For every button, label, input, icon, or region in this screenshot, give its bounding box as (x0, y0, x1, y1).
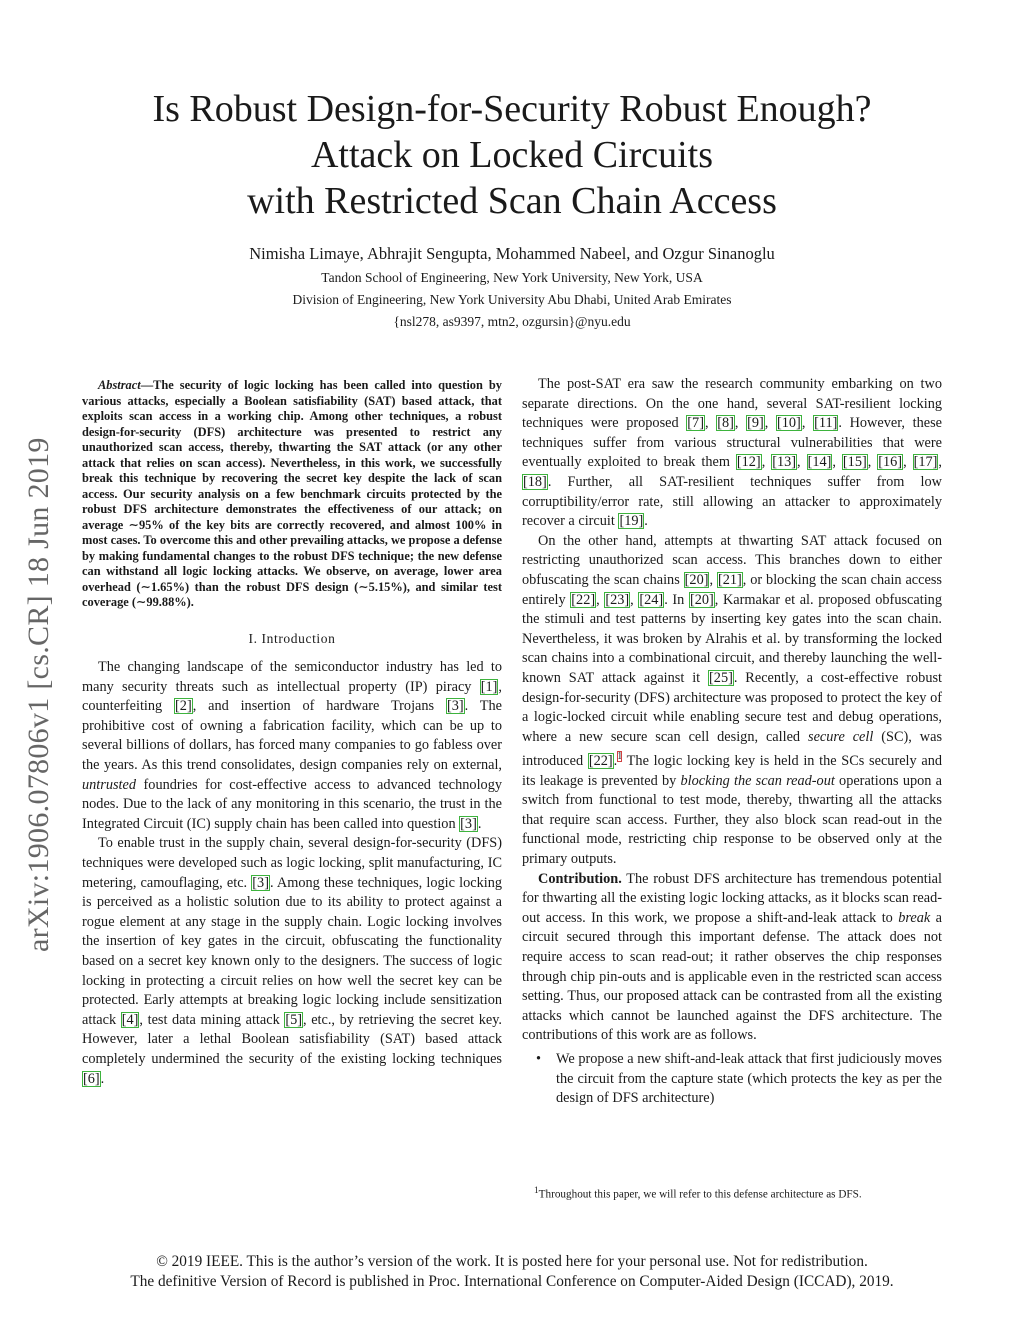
citation-link[interactable]: [8] (717, 415, 734, 432)
citation-link[interactable]: [21] (717, 571, 742, 588)
citation-link[interactable]: [18] (523, 473, 547, 490)
citation-link[interactable]: [15] (842, 454, 867, 471)
right-paragraph-1: The post-SAT era saw the research community embarking on two separate directions. On the one hand, several SAT-resilient locking techniques were proposed [7], [8], [9], [10], [11]. However, these techniques suffer from various structural vulnerabilities that were eventually exploited to break them [12], [13], [14], [15], [16], [17], [18]. Further, all SAT-resilient techniques suffer from low corruptibility/error rate, still allowing an attacker to approximately recover a circuit [19]. (522, 376, 943, 530)
contribution-paragraph: Contribution. The robust DFS architecture has tremendous potential for thwarting all the existing logic locking attacks, as it blocks scan read-out access. In this work, we propose a shift-and-leak attack to break a circuit secured through this important defense. The attack does not require access to scan read-out; it rather observes the chip responses through chip pin-outs and is applicable even in the restricted scan access setting. Thus, our proposed attack can be contrasted from all the existing attacks which cannot be launched against the DFS architecture. The contributions of this work are as follows. (522, 870, 942, 1044)
intro-paragraph-2: To enable trust in the supply chain, several design-for-security (DFS) techniques were developed such as logic locking, split manufacturing, IC metering, camouflaging, etc. [3]. Among these techniques, logic locking is perceived as a holistic solution due to its ability to protect against a rogue element at any stage in the supply chain. Logic locking involves the insertion of key gates in the circuit, obfuscating the functionality based on a secret key known only to the designers. The success of logic locking in protecting a circuit relies on how well the secret key can be protected. Early attempts at breaking logic locking include sensitization attack [4], test data mining attack [5], etc., by retrieving the secret key. However, later a lethal Boolean satisfiability (SAT) based attack completely undermined the security of the existing locking techniques [6]. (82, 835, 503, 1087)
title-line-1: Is Robust Design-for-Security Robust Enough? (152, 88, 872, 130)
abstract-label: Abstract (98, 378, 141, 392)
author-list: Nimisha Limaye, Abhrajit Sengupta, Mohammed Nabeel, and Ozgur Sinanoglu (249, 244, 775, 263)
section-heading-introduction: I. Introduction (248, 630, 336, 646)
citation-link[interactable]: [17] (913, 454, 938, 471)
abstract-text: —The security of logic locking has been called into question by various attacks, especially a Boolean satisfiability (SAT) based attack, that exploits scan access in a working chip. Among other techniques, a robust design-for-security (DFS) architecture was presented to restrict any unauthorized scan access, thereby, thwarting the SAT attack (or any other attack that relies on scan access). Nevertheless, in this work, we successfully break this technique by recovering the secret key despite the lack of scan access. Our security analysis on a few benchmark circuits protected by the robust DFS architecture demonstrates the effectiveness of our attack; on average ∼95% of the key bits are correctly recovered, and almost 100% in most cases. To overcome this and other prevailing attacks, we propose a defense by making fundamental changes to the robust DFS technique; the new defense can withstand all logic locking attacks. We observe, on average, lower area overhead (∼1.65%) than the robust DFS design (∼5.15%), and similar test coverage (∼99.88%). (82, 378, 502, 609)
author-emails: {nsl278, as9397, mtn2, ozgursin}@nyu.edu (393, 314, 631, 329)
contribution-label: Contribution. (538, 870, 622, 887)
citation-link[interactable]: [25] (709, 669, 733, 686)
citation-link[interactable]: [3] (252, 874, 269, 891)
citation-link[interactable]: [20] (689, 591, 714, 608)
intro-paragraph-1: The changing landscape of the semiconductor industry has led to many security threats such as intellectual property (IP) piracy [1], counterfeiting [2], and insertion of hardware Trojans [3]. The prohibitive cost of owning a fabrication facility, which can be up to several billions of dollars, has forced many companies to go fabless over the years. As this trend consolidates, design companies rely on external, untrusted foundries for cost-effective access to advanced technology nodes. Due to the lack of any monitoring in this scenario, the trust in the Integrated Circuit (IC) supply chain has been called into question [3]. (82, 659, 503, 832)
citation-link[interactable]: [9] (747, 415, 764, 432)
list-item: • We propose a new shift-and-leak attack that first judiciously moves the circuit from the capture state (which protects the key as per the design of DFS architecture) (556, 1050, 942, 1109)
citation-link[interactable]: [19] (619, 513, 644, 530)
left-column (82, 378, 502, 1089)
paper-title (0, 86, 1024, 224)
citation-link[interactable]: [24] (639, 591, 664, 608)
citation-link[interactable]: [14] (807, 454, 832, 471)
citation-link[interactable]: [6] (83, 1070, 100, 1087)
right-paragraph-2: On the other hand, attempts at thwarting SAT attack focused on restricting unauthorized scan access. This branches down to either obfuscating the scan chains [20], [21], or blocking the scan chain access entirely [22], [23], [24]. In [20], Karmakar et al. proposed obfuscating the stimuli and test patterns by inserting key gates into the scan chain. Nevertheless, it was broken by Alrahis et al. by transforming the locked scan chains into a combinational circuit, and thereby launching the well-known SAT attack against it [25]. Recently, a cost-effective robust design-for-security (DFS) architecture was proposed to protect the key of a logic-locked circuit while enabling secure test and debug operations, where a new secure scan cell design, called secure cell (SC), was introduced [22].$^1$ The logic locking key is held in the SCs securely and its leakage is prevented by blocking the scan read-out operations upon a switch from functional to test mode, thereby, thwarting all the attacks that require scan access. Further, they also block scan read-out in the functional mode, restricting chip response to be observed only at the primary outputs. (522, 532, 943, 868)
right-column (522, 375, 942, 1109)
affiliation-nyu: Tandon School of Engineering, New York University, New York, USA (321, 270, 703, 285)
citation-link[interactable]: [5] (285, 1011, 303, 1028)
citation-link[interactable]: [7] (687, 415, 704, 432)
footnote-link[interactable]: 1 (617, 751, 623, 763)
abstract (82, 378, 502, 611)
copyright-line-1: © 2019 IEEE. This is the author’s version of the work. It is posted here for your personal use. Not for redistribution. (156, 1253, 868, 1270)
citation-link[interactable]: [16] (878, 454, 903, 471)
affiliation-nyuad: Division of Engineering, New York University Abu Dhabi, United Arab Emirates (292, 292, 732, 307)
copyright-line-2: The definitive Version of Record is published in Proc. International Conference on Computer-Aided Design (ICCAD), 2019. (130, 1273, 894, 1290)
citation-link[interactable]: [22] (588, 753, 613, 770)
citation-link[interactable]: [3] (460, 815, 477, 832)
citation-link[interactable]: [13] (772, 454, 797, 471)
citation-link[interactable]: [12] (736, 454, 761, 471)
footnote-text: Throughout this paper, we will refer to this defense architecture as DFS. (538, 1188, 862, 1201)
contribution-list (522, 1050, 942, 1109)
arxiv-identifier: arXiv:1906.07806v1 [cs.CR] 18 Jun 2019 (22, 437, 55, 952)
citation-link[interactable]: [23] (605, 591, 630, 608)
citation-link[interactable]: [1] (480, 678, 498, 695)
citation-link[interactable]: [3] (446, 698, 464, 715)
citation-link[interactable]: [10] (777, 415, 801, 432)
citation-link[interactable]: [20] (684, 571, 709, 588)
title-line-2: Attack on Locked Circuits (310, 134, 714, 176)
footnote-mark: 1 (534, 1186, 539, 1196)
arxiv-stamp (14, 340, 64, 960)
citation-link[interactable]: [11] (814, 415, 838, 432)
citation-link[interactable]: [22] (571, 591, 596, 608)
title-line-3: with Restricted Scan Chain Access (247, 180, 777, 222)
footnote (534, 1186, 954, 1201)
citation-link[interactable]: [4] (121, 1011, 139, 1028)
citation-link[interactable]: [2] (175, 698, 192, 715)
